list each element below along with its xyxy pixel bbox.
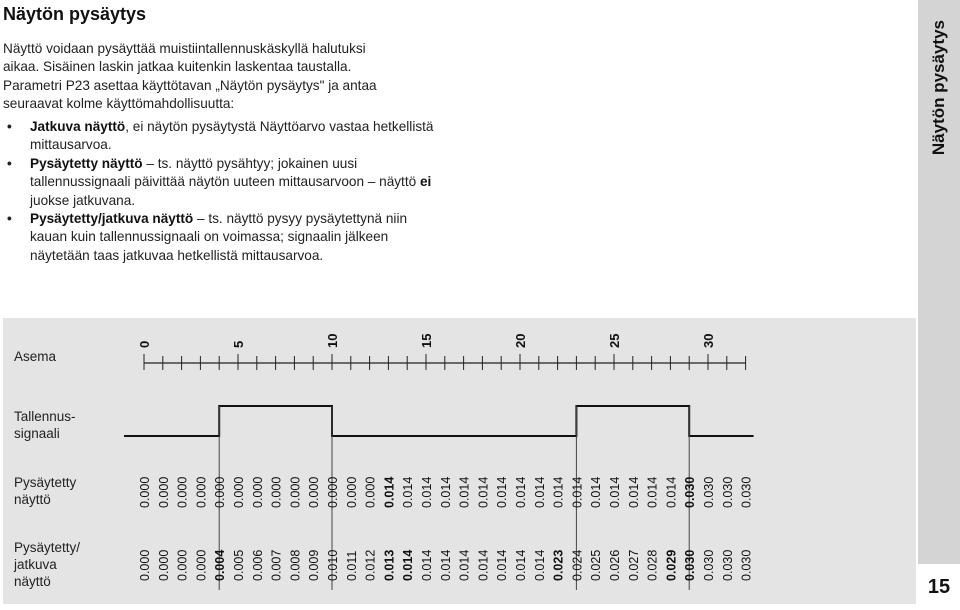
mode-description: – ts. näyttö pysyy pysäytettynä niin kauan kuin tallennussignaali on voimassa; signaalin jälkeen näytetään taas jatkuvaa hetkellistä mittausarvoa. <box>30 211 408 263</box>
scale-label: 25 <box>607 333 622 348</box>
mode-description: , ei näytön pysäytystä Näyttöarvo vastaa hetkellistä mittausarvoa. <box>30 119 434 153</box>
mode-item-continuous <box>3 118 443 155</box>
scale-label: 20 <box>513 333 528 348</box>
mode-emphasis: ei <box>419 174 432 190</box>
held-cont-value: 0.014 <box>457 549 472 581</box>
mode-item-held-continuous <box>3 210 443 265</box>
intro-line: Parametri P23 asettaa käyttötavan „Näytön pysäytys" ja antaa <box>3 77 377 93</box>
held-value: 0.014 <box>532 476 547 508</box>
held-value: 0.014 <box>457 476 472 508</box>
held-cont-value: 0.006 <box>250 549 265 581</box>
held-value: 0.000 <box>288 476 303 508</box>
held-value: 0.014 <box>626 476 641 508</box>
held-cont-value: 0.014 <box>514 549 528 581</box>
signal-label-line: signaali <box>14 426 60 441</box>
intro-paragraph <box>3 40 443 114</box>
signal-label-line: Tallennus- <box>14 409 76 424</box>
held-cont-value: 0.023 <box>551 549 566 581</box>
held-cont-value: 0.009 <box>307 549 322 581</box>
held-cont-value: 0.030 <box>739 549 754 581</box>
held-cont-value: 0.026 <box>608 549 622 581</box>
held-cont-value: 0.007 <box>269 549 284 581</box>
position-row-label: Asema <box>14 349 57 364</box>
page-title: Näytön pysäytys <box>3 4 147 24</box>
held-value: 0.014 <box>495 476 510 508</box>
held-value: 0.014 <box>551 476 566 508</box>
held-cont-label-line: jatkuva <box>14 557 57 572</box>
mode-list <box>3 118 443 265</box>
held-value: 0.014 <box>438 476 453 508</box>
held-label-line: näyttö <box>14 492 51 507</box>
held-value: 0.014 <box>645 476 660 508</box>
held-value: 0.000 <box>344 476 359 508</box>
held-value: 0.030 <box>739 476 754 508</box>
held-value: 0.000 <box>363 476 378 508</box>
held-value: 0.014 <box>570 476 585 508</box>
held-value: 0.000 <box>138 476 152 508</box>
mode-name: Pysäytetty näyttö <box>30 155 143 171</box>
scale-label: 10 <box>325 333 340 348</box>
held-cont-value: 0.000 <box>175 549 190 581</box>
held-cont-value: 0.030 <box>683 549 698 581</box>
sidebar-title-text: Näytön pysäytys <box>929 20 948 156</box>
held-cont-value: 0.014 <box>438 549 453 581</box>
mode-description: – ts. näyttö pysähtyy; jokainen uusi tallennussignaali päivittää näytön uuteen mittausarvoon – näyttö <box>30 155 420 190</box>
held-cont-value: 0.030 <box>720 549 735 581</box>
held-value: 0.014 <box>476 476 491 508</box>
held-cont-value: 0.029 <box>664 549 679 581</box>
scale-label: 15 <box>419 333 434 348</box>
held-cont-value: 0.000 <box>194 549 209 581</box>
held-cont-value: 0.010 <box>326 549 340 581</box>
held-value: 0.014 <box>382 476 397 508</box>
scale-label: 0 <box>137 340 152 348</box>
intro-line: aikaa. Sisäinen laskin jatkaa kuitenkin laskentaa taustalla. <box>3 59 352 75</box>
held-cont-value: 0.014 <box>420 549 434 581</box>
held-cont-value: 0.027 <box>626 549 641 581</box>
held-value: 0.014 <box>420 476 434 508</box>
scale-label: 5 <box>231 340 246 348</box>
held-value: 0.030 <box>720 476 735 508</box>
held-cont-label-line: Pysäytetty/ <box>14 540 81 555</box>
held-cont-value: 0.000 <box>138 549 152 581</box>
held-value: 0.014 <box>514 476 528 508</box>
held-value: 0.030 <box>702 476 716 508</box>
held-cont-value: 0.014 <box>532 549 547 581</box>
held-label-line: Pysäytetty <box>14 475 77 490</box>
signal-trace <box>124 406 754 436</box>
held-value: 0.000 <box>213 476 228 508</box>
sidebar-title <box>929 20 949 155</box>
mode-name: Pysäytetty/jatkuva näyttö <box>30 211 194 227</box>
held-value: 0.014 <box>608 476 622 508</box>
mode-description: juokse jatkuvana. <box>30 192 136 208</box>
timing-diagram-graphic <box>3 318 916 604</box>
held-cont-value: 0.014 <box>495 549 510 581</box>
held-cont-value: 0.012 <box>363 549 378 581</box>
scale-label: 30 <box>701 333 716 348</box>
held-value: 0.000 <box>250 476 265 508</box>
held-value: 0.000 <box>232 476 246 508</box>
held-cont-value: 0.014 <box>476 549 491 581</box>
held-cont-value: 0.024 <box>570 549 585 581</box>
held-value: 0.000 <box>156 476 171 508</box>
intro-line: seuraavat kolme käyttömahdollisuutta: <box>3 96 235 112</box>
intro-line: Näyttö voidaan pysäyttää muistiintallennuskäskyllä halutuksi <box>3 41 366 56</box>
held-value: 0.014 <box>589 476 604 508</box>
held-value: 0.000 <box>175 476 190 508</box>
held-cont-label-line: näyttö <box>14 574 51 589</box>
held-cont-value: 0.030 <box>702 549 716 581</box>
mode-item-held <box>3 155 443 210</box>
held-value: 0.000 <box>194 476 209 508</box>
held-cont-value: 0.005 <box>232 549 246 581</box>
held-cont-value: 0.028 <box>645 549 660 581</box>
held-cont-value: 0.014 <box>401 549 416 581</box>
held-value: 0.000 <box>326 476 340 508</box>
held-cont-value: 0.011 <box>344 550 359 581</box>
held-cont-value: 0.025 <box>589 549 604 581</box>
held-value: 0.030 <box>683 476 698 508</box>
held-cont-value: 0.008 <box>288 549 303 581</box>
page-number: 15 <box>918 564 960 610</box>
mode-name: Jatkuva näyttö <box>30 119 126 134</box>
held-value: 0.000 <box>307 476 322 508</box>
timing-diagram <box>3 318 916 604</box>
held-cont-value: 0.013 <box>382 549 397 581</box>
sidebar-tab <box>918 0 960 610</box>
held-value: 0.014 <box>401 476 416 508</box>
held-value: 0.014 <box>664 476 679 508</box>
held-value: 0.000 <box>269 476 284 508</box>
held-cont-value: 0.004 <box>213 549 228 581</box>
held-cont-value: 0.000 <box>156 549 171 581</box>
